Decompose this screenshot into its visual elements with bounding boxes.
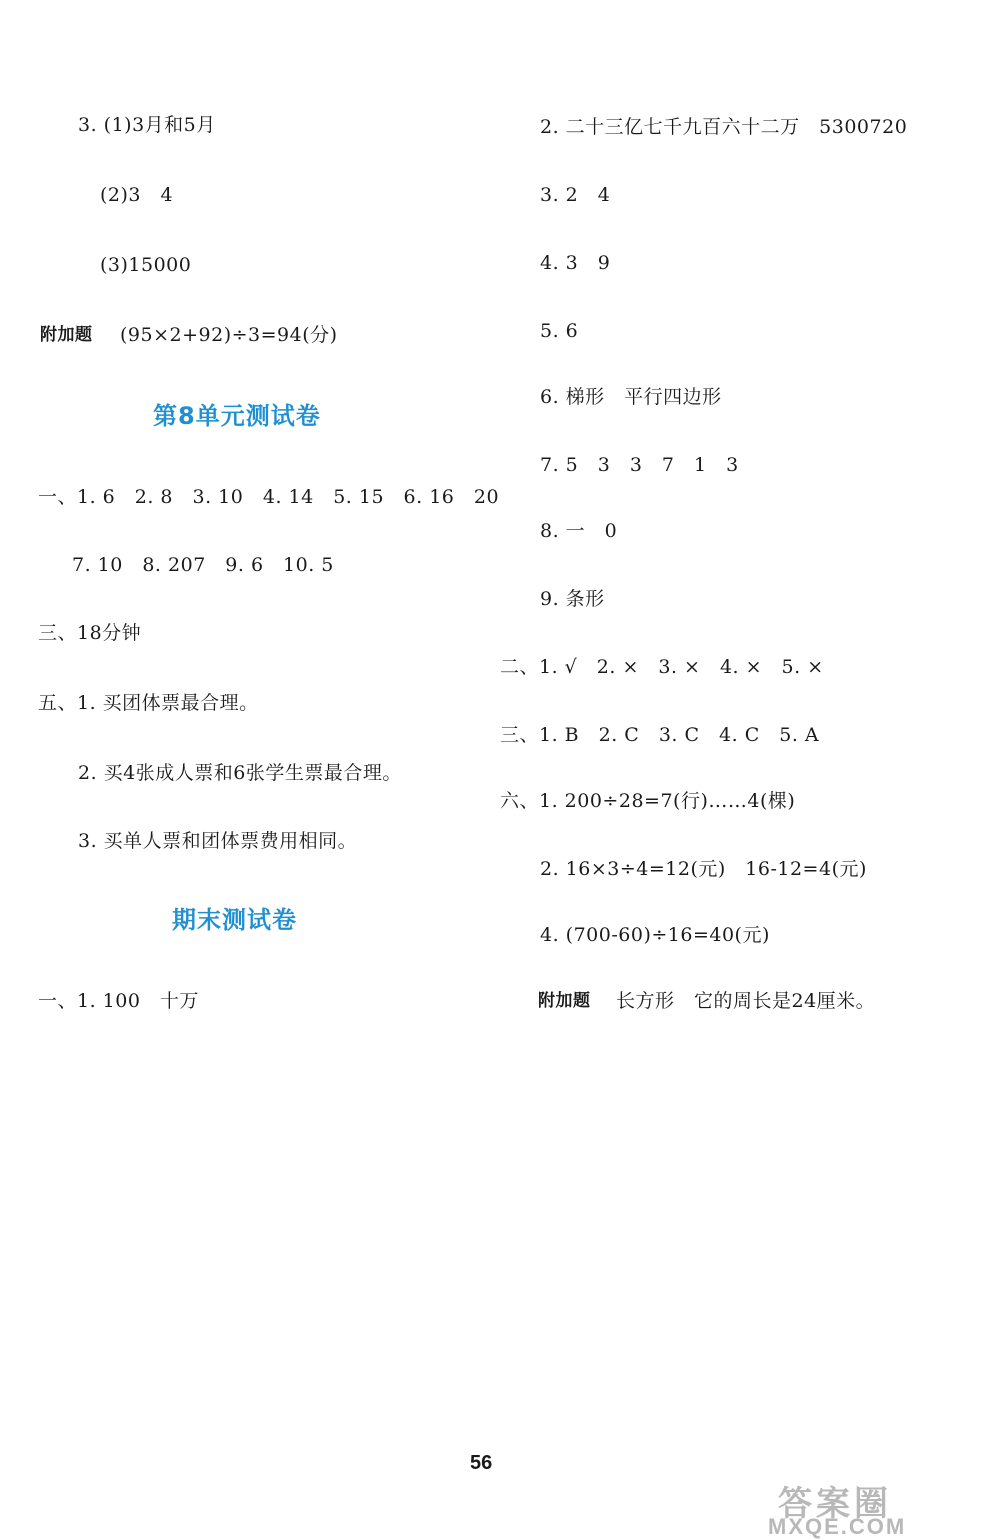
right-line-12: 2. 16×3÷4=12(元) 16-12=4(元) (540, 858, 867, 880)
left-line-3: (3)15000 (100, 254, 192, 276)
heading-unit8: 第8单元测试卷 (153, 402, 321, 430)
unit8-line-3: 三、18分钟 (38, 622, 142, 644)
right-line-13: 4. (700-60)÷16=40(元) (540, 924, 770, 946)
watermark-logo (760, 1476, 992, 1538)
right-line-6: 7. 5 3 3 7 1 3 (540, 454, 739, 476)
right-line-8: 9. 条形 (540, 588, 605, 610)
left-line-1: 3. (1)3月和5月 (78, 114, 216, 136)
heading-final: 期末测试卷 (172, 906, 297, 934)
watermark-top-text: 答案圈 (778, 1485, 892, 1523)
final-line-1: 一、1. 100 十万 (38, 990, 199, 1012)
unit8-line-2: 7. 10 8. 207 9. 6 10. 5 (72, 554, 334, 576)
left-extra-text: (95×2+92)÷3=94(分) (120, 324, 338, 346)
right-line-11: 六、1. 200÷28=7(行)……4(棵) (500, 790, 796, 812)
unit8-line-5: 2. 买4张成人票和6张学生票最合理。 (78, 762, 402, 784)
right-line-5: 6. 梯形 平行四边形 (540, 386, 722, 408)
left-extra-label: 附加题 (40, 325, 93, 345)
right-extra-text: 长方形 它的周长是24厘米。 (616, 990, 876, 1012)
right-line-1: 2. 二十三亿七千九百六十二万 5300720 (540, 116, 908, 138)
right-line-3: 4. 3 9 (540, 252, 611, 274)
right-line-7: 8. 一 0 (540, 520, 618, 542)
watermark-bottom-text: MXQE.COM (768, 1514, 907, 1539)
right-line-9: 二、1. √ 2. × 3. × 4. × 5. × (500, 656, 824, 678)
page-number: 56 (470, 1452, 493, 1474)
right-line-4: 5. 6 (540, 320, 579, 342)
unit8-line-4: 五、1. 买团体票最合理。 (38, 692, 259, 714)
right-extra-label: 附加题 (538, 991, 591, 1011)
right-line-2: 3. 2 4 (540, 184, 611, 206)
right-line-10: 三、1. B 2. C 3. C 4. C 5. A (500, 724, 820, 746)
unit8-line-6: 3. 买单人票和团体票费用相同。 (78, 830, 358, 852)
unit8-line-1: 一、1. 6 2. 8 3. 10 4. 14 5. 15 6. 16 20 (38, 486, 500, 508)
left-line-2: (2)3 4 (100, 184, 174, 206)
